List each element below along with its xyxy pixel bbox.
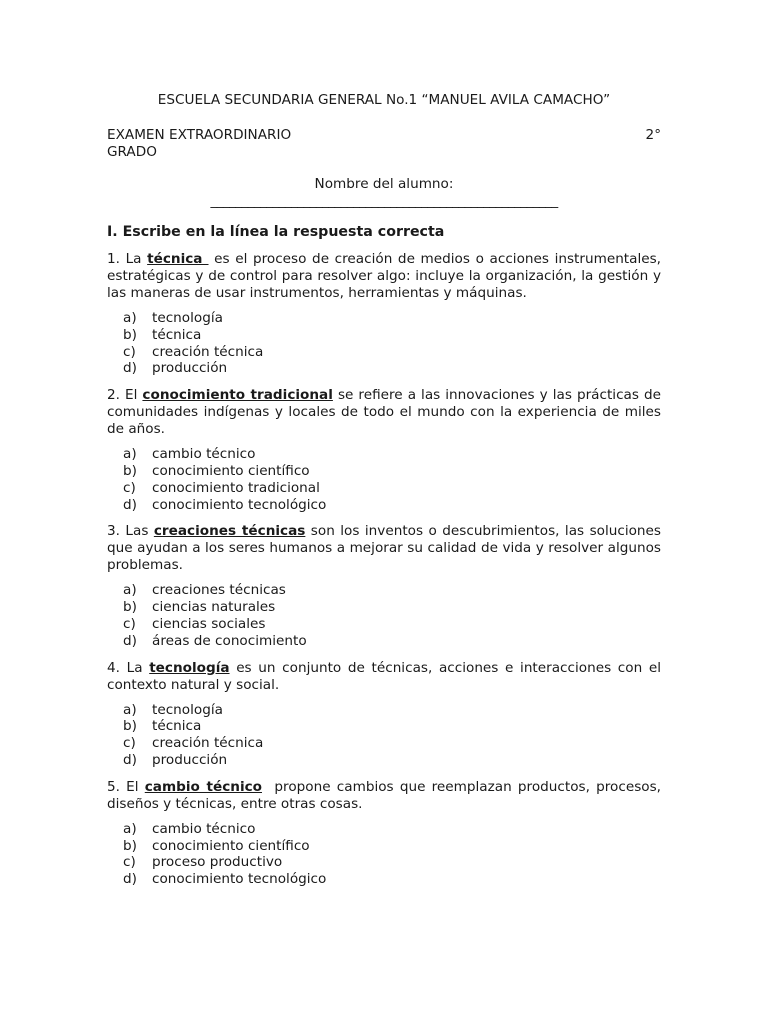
option-list	[107, 582, 661, 649]
question-suffix: es el proceso de creación de medios o acciones instrumentales, estratégicas y de control para resolver algo: incluye la organización, la gestión y las maneras de usar instrumentos, herramientas y máquinas.	[107, 251, 666, 301]
option-item	[123, 854, 661, 871]
option-item	[123, 718, 661, 735]
option-item	[123, 463, 661, 480]
option-list	[107, 821, 661, 888]
question-prefix: 3. Las	[107, 523, 154, 540]
school-name: ESCUELA SECUNDARIA GENERAL No.1 “MANUEL AVILA CAMACHO”	[157, 92, 611, 108]
option-item	[123, 838, 661, 855]
option-letter: a)	[123, 820, 137, 837]
option-item	[123, 821, 661, 838]
option-letter: b)	[123, 462, 137, 479]
option-item	[123, 752, 661, 769]
question-text	[107, 251, 666, 302]
option-item	[123, 480, 661, 497]
question-suffix: son los inventos o descubrimientos, las soluciones que ayudan a los seres humanos a mejorar su calidad de vida y resolver algunos problemas.	[107, 523, 666, 574]
answer-underlined: conocimiento tradicional	[142, 387, 333, 404]
question-text	[107, 523, 666, 574]
answer-underlined: cambio técnico	[144, 778, 262, 795]
section-title: I. Escribe en la línea la respuesta correcta	[107, 224, 445, 240]
question-prefix: 4. La	[107, 659, 150, 676]
question-prefix: 2. El	[107, 387, 143, 404]
question-2	[107, 387, 666, 513]
option-letter: a)	[123, 701, 137, 718]
option-text: proceso productivo	[152, 854, 283, 871]
option-letter: d)	[123, 496, 137, 513]
option-letter: b)	[123, 837, 137, 854]
option-item	[123, 497, 661, 514]
option-text: conocimiento científico	[152, 837, 310, 854]
option-text: producción	[152, 360, 228, 377]
option-letter: a)	[123, 446, 137, 463]
option-item	[123, 616, 661, 633]
option-item	[123, 599, 661, 616]
option-letter: c)	[123, 479, 136, 496]
option-text: técnica	[152, 326, 202, 343]
question-prefix: 1. La	[107, 251, 148, 267]
option-text: creación técnica	[152, 735, 264, 752]
option-text: conocimiento tradicional	[152, 479, 320, 496]
question-4	[107, 659, 666, 769]
question-text	[107, 387, 666, 438]
exam-type: EXAMEN EXTRAORDINARIO	[107, 127, 292, 143]
student-name-label: Nombre del alumno:	[314, 176, 454, 192]
question-suffix: es un conjunto de técnicas, acciones e interacciones con el contexto natural y social.	[107, 659, 666, 693]
answer-underlined: técnica	[147, 251, 209, 267]
option-letter: c)	[123, 615, 136, 632]
option-text: ciencias sociales	[152, 615, 266, 632]
exam-page	[107, 92, 666, 898]
option-letter: c)	[123, 343, 136, 360]
option-text: conocimiento tecnológico	[152, 871, 327, 888]
option-item	[123, 446, 661, 463]
option-text: tecnología	[152, 701, 223, 718]
question-text	[107, 778, 666, 813]
option-text: producción	[152, 751, 228, 768]
option-letter: b)	[123, 599, 137, 616]
option-text: técnica	[152, 718, 202, 735]
option-letter: c)	[123, 854, 136, 871]
option-item	[123, 344, 661, 361]
student-name-line: ________________________________________________________	[210, 193, 558, 209]
option-letter: a)	[123, 582, 137, 599]
question-list	[107, 251, 666, 888]
option-item	[123, 871, 661, 888]
grade-number: 2°	[645, 127, 661, 143]
option-text: tecnología	[152, 310, 223, 326]
option-letter: d)	[123, 751, 137, 768]
option-list	[107, 446, 661, 513]
option-item	[123, 582, 661, 599]
grade-label: GRADO	[107, 144, 157, 160]
option-item	[123, 310, 661, 327]
option-item	[123, 360, 661, 377]
option-list	[107, 702, 661, 769]
option-text: conocimiento tecnológico	[152, 496, 327, 513]
option-text: cambio técnico	[152, 820, 256, 837]
option-item	[123, 327, 661, 344]
option-letter: b)	[123, 326, 137, 343]
answer-underlined: tecnología	[149, 659, 230, 676]
option-text: cambio técnico	[152, 446, 256, 463]
question-3	[107, 523, 666, 649]
question-suffix: se refiere a las innovaciones y las prácticas de comunidades indígenas y locales de todo el mundo con la experiencia de miles de años.	[107, 387, 666, 438]
question-1	[107, 251, 666, 377]
option-text: creaciones técnicas	[152, 582, 286, 599]
exam-header-row	[107, 127, 661, 144]
answer-underlined: creaciones técnicas	[153, 523, 306, 540]
option-item	[123, 735, 661, 752]
option-letter: a)	[123, 310, 137, 326]
option-list	[107, 310, 661, 377]
option-letter: d)	[123, 360, 137, 377]
option-item	[123, 633, 661, 650]
option-letter: d)	[123, 632, 137, 649]
question-prefix: 5. El	[107, 778, 145, 795]
option-letter: c)	[123, 735, 136, 752]
question-suffix: propone cambios que reemplazan productos, procesos, diseños y técnicas, entre otras cosas.	[107, 778, 666, 812]
option-letter: b)	[123, 718, 137, 735]
question-text	[107, 659, 666, 694]
option-text: creación técnica	[152, 343, 264, 360]
option-letter: d)	[123, 871, 137, 888]
option-item	[123, 702, 661, 719]
question-5	[107, 778, 666, 888]
option-text: ciencias naturales	[152, 599, 276, 616]
option-text: conocimiento científico	[152, 462, 310, 479]
option-text: áreas de conocimiento	[152, 632, 307, 649]
